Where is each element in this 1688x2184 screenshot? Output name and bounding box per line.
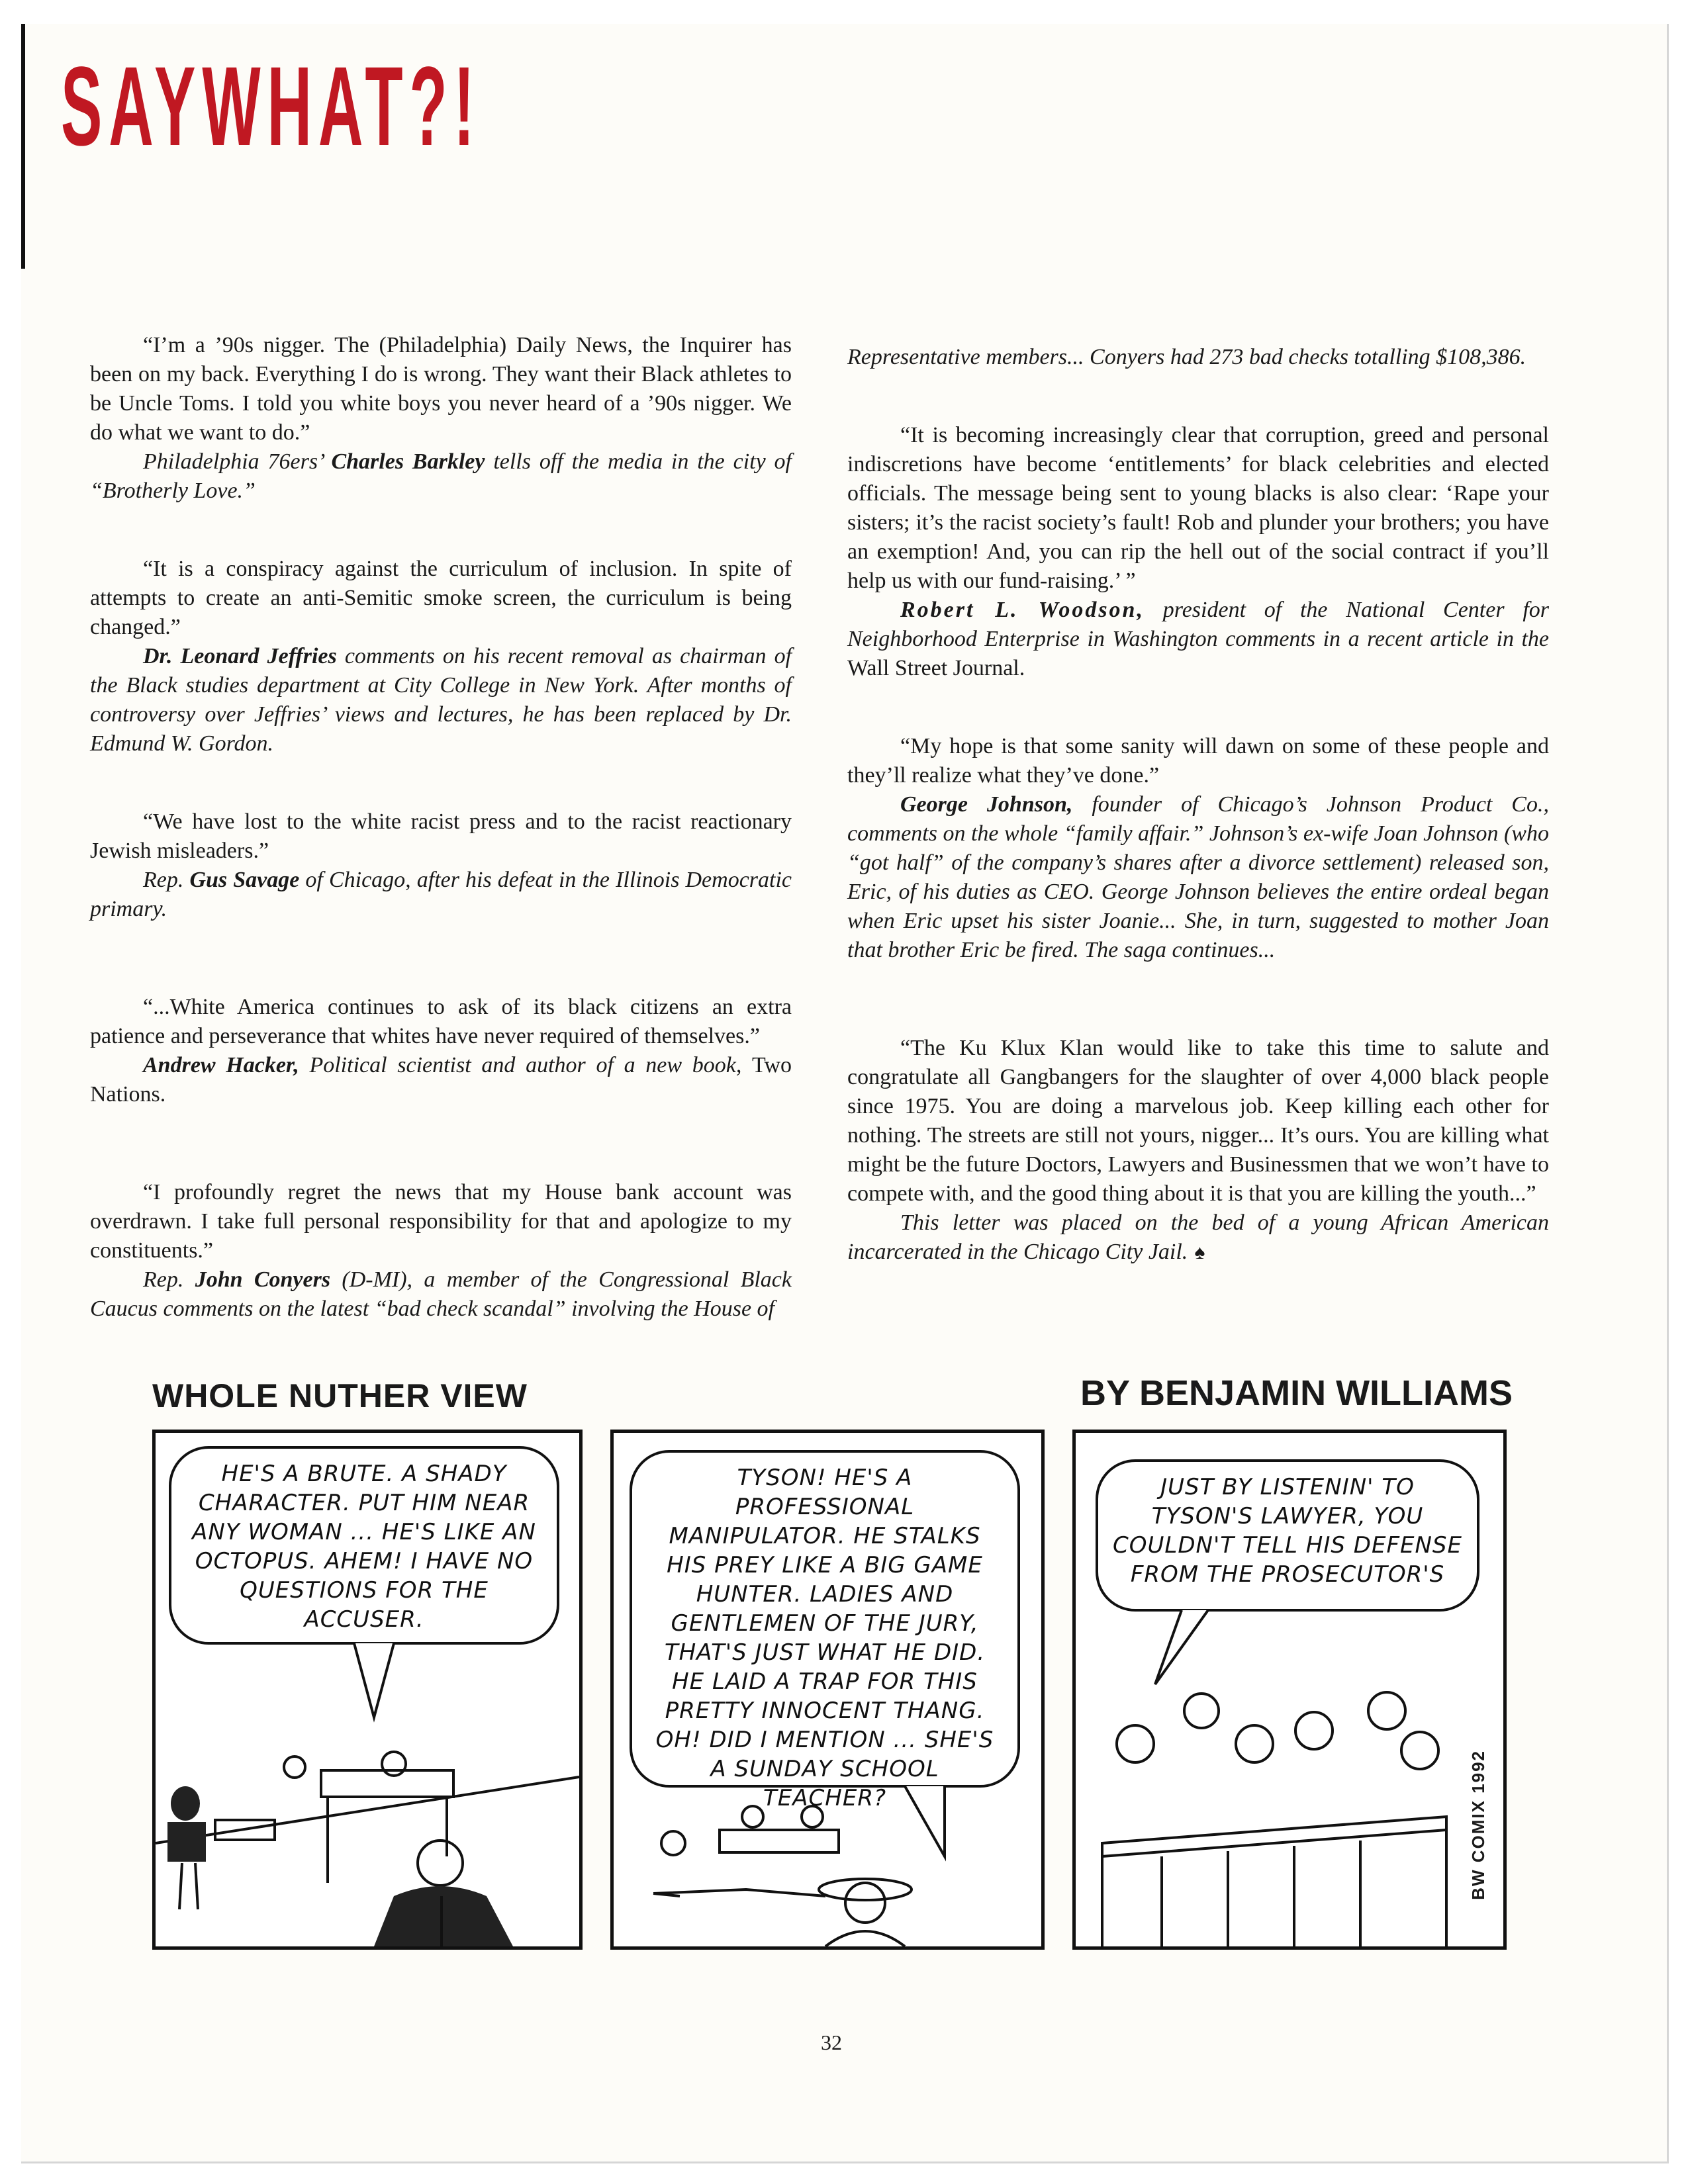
quote-text: “...White America continues to ask of its black citizens an extra patience and perseverance that whites have never required of themselves.” [90,995,792,1048]
speaker-name: George Johnson, [900,792,1073,817]
attribution: Philadelphia 76ers’ Charles Barkley tells off the media in the city of “Brotherly Love.” [90,449,792,503]
attribution: Andrew Hacker, Political scientist and author of a new book, Two Nations. [90,1053,792,1107]
left-margin-rule [21,24,25,269]
left-column [90,331,792,1373]
quote-text: “The Ku Klux Klan would like to take this time to salute and congratulate all Gangbangers for the slaughter of over 4,000 black people since 1975. You are doing a marvelous job. Keep killing each other for nothing. The streets are still not yours, nigger... It’s ours. You are killing what might be the future Doctors, Lawyers and Businessmen that we won’t have to compete with, and the good thing about it is that you are killing the youth...” [847,1036,1549,1206]
comic-credit: BW COMIX 1992 [1468,1750,1488,1900]
speech-bubble: TYSON! HE'S A PROFESSIONAL MANIPULATOR. HE STALKS HIS PREY LIKE A BIG GAME HUNTER. LADIES AND GENTLEMEN OF THE JURY, THAT'S JUST WHAT HE DID. HE LAID A TRAP FOR THIS PRETTY INNOCENT THANG. OH! DID I MENTION ... SHE'S A SUNDAY SCHOOL TEACHER? [630,1450,1020,1788]
quote-text: “My hope is that some sanity will dawn on some of these people and they’ll realize what they’ve done.” [847,734,1549,788]
comic-title: WHOLE NUTHER VIEW [152,1377,528,1414]
speech-bubble-tail [1076,1433,1503,1946]
right-column [847,343,1549,1316]
comic-panel-2 [610,1430,1045,1950]
page-number: 32 [821,2030,842,2054]
quote-text: “I’m a ’90s nigger. The (Philadelphia) Daily News, the Inquirer has been on my back. Everything I do is wrong. They want their Black athletes to be Uncle Toms. I told you white boys you never heard of a ’90s nigger. We do what we want to do.” [90,333,792,445]
spade-end-mark-icon: ♠ [1194,1242,1205,1263]
quote-text: “It is becoming increasingly clear that corruption, greed and personal indiscretions have become ‘entitlements’ for black celebrities and elected officials. The message being sent to young blacks is also clear: ‘Rape your sisters; it’s the racist society’s fault! Rob and plunder your brothers; you have an exemption! And, you can rip the hell out of the social contract if you’ll help us with our fund-raising.’ ” [847,423,1549,593]
comic-panel-3 [1072,1430,1507,1950]
attribution: Rep. John Conyers (D-MI), a member of the Congressional Black Caucus comments on the latest “bad check scandal” involving the House of [90,1267,792,1321]
speech-bubble: JUST BY LISTENIN' TO TYSON'S LAWYER, YOU COULDN'T TELL HIS DEFENSE FROM THE PROSECUTOR'S [1096,1459,1479,1612]
speaker-name: Charles Barkley [331,449,485,474]
section-logo: SAYWHAT?! [61,44,481,169]
quote-text: “We have lost to the white racist press and to the racist reactionary Jewish misleaders.” [90,809,792,863]
speaker-name: Dr. Leonard Jeffries [143,644,337,668]
speaker-name: Robert L. Woodson, [900,598,1145,622]
continued-attribution: Representative members... Conyers had 273 bad checks totalling $108,386. [847,345,1526,369]
speech-bubble-tail [614,1433,1041,1946]
attribution: Robert L. Woodson, president of the National Center for Neighborhood Enterprise in Washington comments in a recent article in the Wall Street Journal. [847,598,1550,680]
attribution: Dr. Leonard Jeffries comments on his recent removal as chairman of the Black studies department at City College in New York. After months of controversy over Jeffries’ views and lectures, he has been replaced by Dr. Edmund W. Gordon. [90,644,792,756]
speech-bubble: HE'S A BRUTE. A SHADY CHARACTER. PUT HIM NEAR ANY WOMAN ... HE'S LIKE AN OCTOPUS. AHEM! I HAVE NO QUESTIONS FOR THE ACCUSER. [169,1446,559,1645]
speaker-name: Andrew Hacker, [143,1053,299,1077]
attribution: This letter was placed on the bed of a young African American incarcerated in the Chicago City Jail. ♠ [847,1210,1549,1264]
attribution: George Johnson, founder of Chicago’s Johnson Product Co., comments on the whole “family affair.” Johnson’s ex-wife Joan Johnson (who “got half” of the company’s shares after a divorce settlement) released son, Eric, of his duties as CEO. George Johnson believes the entire ordeal began when Eric upset his sister Joanie... She, in turn, suggested to mother Joan that brother Eric be fired. The saga continues... [847,792,1549,962]
speaker-name: Gus Savage [189,868,300,892]
quote-text: “It is a conspiracy against the curriculum of inclusion. In spite of attempts to create an anti-Semitic smoke screen, the curriculum is being changed.” [90,557,792,639]
book-title: Two Nations. [90,1053,792,1107]
comic-panel-1 [152,1430,583,1950]
quote-text: “I profoundly regret the news that my House bank account was overdrawn. I take full personal responsibility for that and apologize to my constituents.” [90,1180,792,1263]
speech-bubble-tail [156,1433,579,1946]
speaker-name: John Conyers [195,1267,331,1292]
comic-byline: BY BENJAMIN WILLIAMS [1080,1373,1513,1413]
publication-name: Wall Street Journal. [847,656,1025,680]
attribution: Rep. Gus Savage of Chicago, after his defeat in the Illinois Democratic primary. [90,868,792,921]
